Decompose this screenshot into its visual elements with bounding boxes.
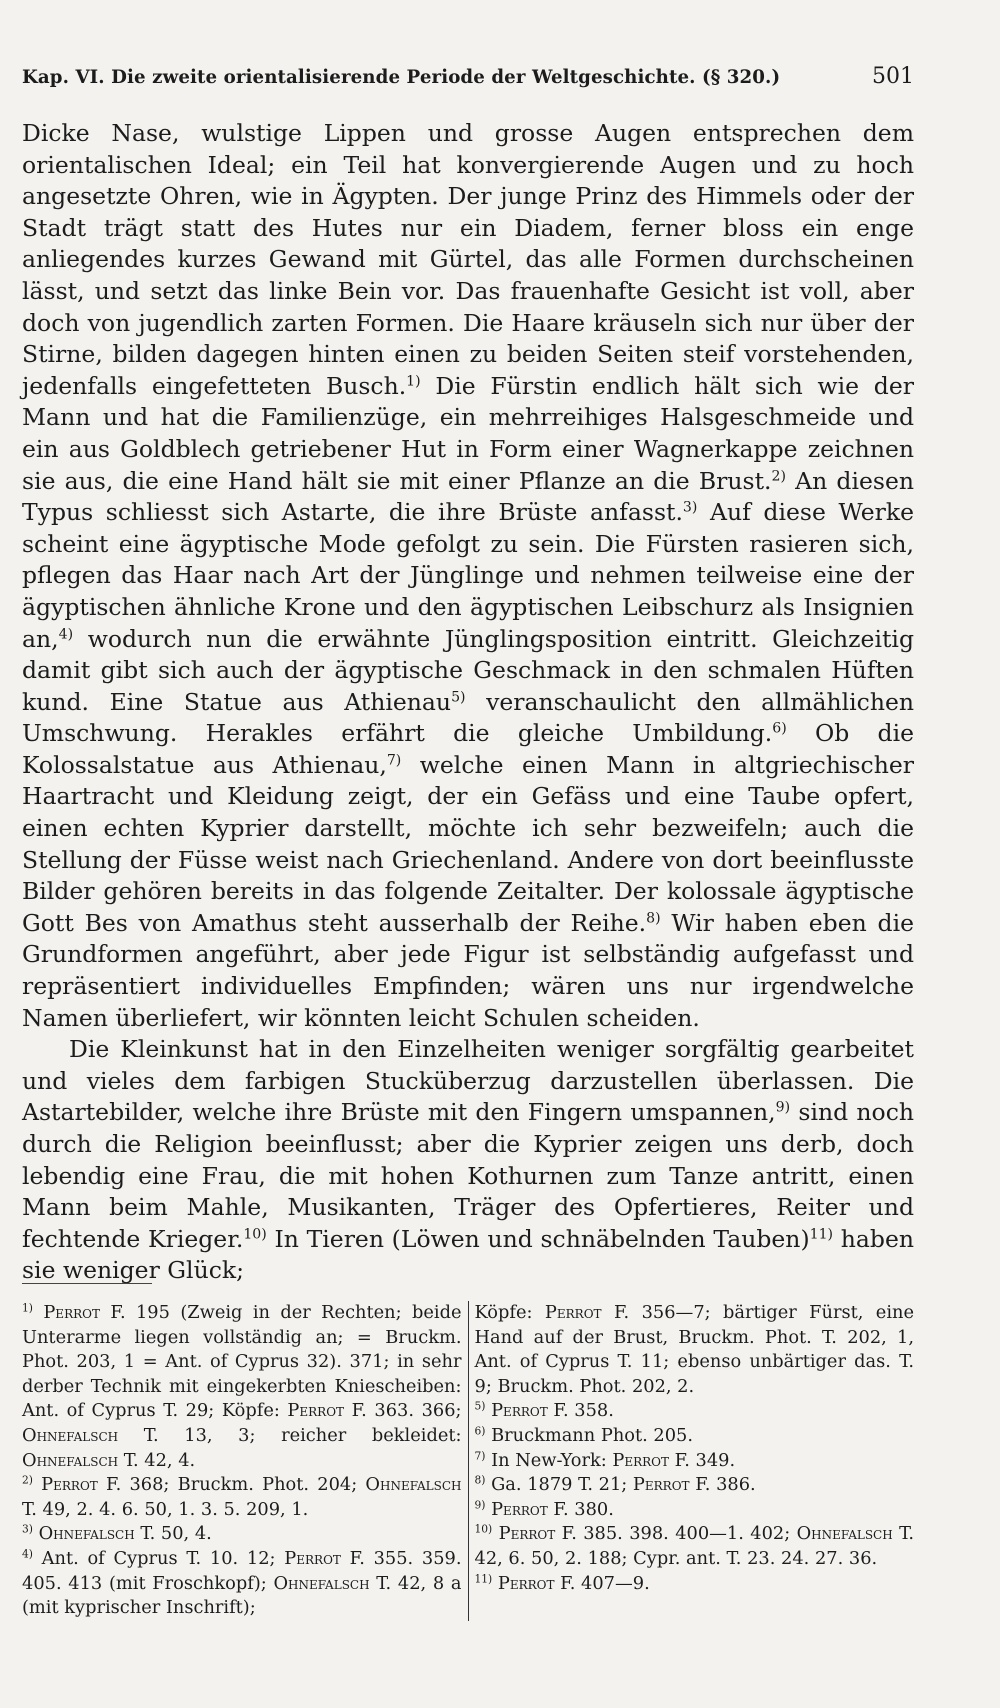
footnote	[475, 1473, 915, 1498]
text-run: An diesen Typus schliesst sich Astarte, die ihre Brüste anfasst.	[22, 466, 914, 527]
footnote-reference: 5)	[451, 689, 466, 706]
text-run: F. 386.	[689, 1474, 756, 1496]
main-text	[22, 118, 914, 1287]
text-run: Die Kleinkunst hat in den Einzelheiten weniger sorgfältig gearbeitet und vieles dem farbigen Stucküberzug darzustellen überlassen. Die Astartebilder, welche ihre Brüste mit den Fingern umspannen,	[22, 1035, 914, 1127]
text-run: Bruckmann Phot. 205.	[485, 1424, 694, 1446]
page-number: 501	[872, 64, 914, 89]
footnote	[475, 1572, 915, 1597]
footnote	[475, 1498, 915, 1523]
footnote	[475, 1449, 915, 1474]
footnote-reference: 4)	[22, 1547, 33, 1561]
text-run: In New-York:	[485, 1449, 613, 1471]
text-run: Dicke Nase, wulstige Lippen und grosse Augen entsprechen dem orientalischen Ideal; ein Teil hat konvergierende Augen und zu hoch angesetzte Ohren, wie in Ägypten. Der junge Prinz des Himmels oder der Stadt trägt statt des Hutes nur ein Diadem, ferner bloss ein enge anliegendes kurzes Gewand mit Gürtel, das alle Formen durchscheinen lässt, und setzt das linke Bein vor. Das frauenhafte Gesicht ist voll, aber doch von jugendlich zarten Formen. Die Haare kräuseln sich nur über der Stirne, bilden dagegen hinten einen zu beiden Seiten steif vorstehenden, jedenfalls eingefetteten Busch.	[22, 119, 914, 400]
author-name: Ohnefalsch	[22, 1449, 119, 1471]
text-run: T. 13, 3; reicher bekleidet:	[118, 1424, 462, 1446]
text-run: Ob die Kolossalstatue aus Athienau,	[22, 719, 914, 779]
text-run: Ga. 1879 T. 21;	[485, 1474, 633, 1496]
author-name: Ohnefalsch	[796, 1523, 893, 1545]
text-run	[33, 1302, 43, 1323]
footnote	[475, 1301, 915, 1399]
footnote-reference: 10)	[243, 1226, 267, 1243]
author-name: Perrot	[287, 1400, 345, 1422]
footnotes-right-column	[475, 1301, 915, 1621]
text-run: In Tieren (Löwen und schnäbelnden Tauben)	[266, 1224, 810, 1253]
text-run	[33, 1474, 41, 1495]
text-run: welche einen Mann in altgriechischer Haartracht und Kleidung zeigt, der ein Gefäss und eine Taube opfert, einen echten Kyprier darstellt, möchte ich sehr bezweifeln; auch die Stellung der Füsse weist nach Griechenland. Andere von dort beeinflusste Bilder gehören bereits in das folgende Zeitalter. Der kolossale ägyptische Gott Bes von Amathus steht ausserhalb der Reihe.	[22, 750, 914, 937]
footnote-separator	[22, 1283, 152, 1284]
text-run: F. 380.	[547, 1498, 614, 1520]
footnote	[22, 1301, 462, 1473]
footnote	[22, 1547, 462, 1621]
text-run: sind noch durch die Religion beeinflusst; aber die Kyprier zeigen uns derb, doch lebendig eine Frau, die mit hohen Kothurnen zum Tanze antritt, einen Mann beim Mahle, Musikanten, Träger des Opfertieres, Reiter und fechtende Krieger.	[22, 1098, 914, 1253]
author-name: Perrot	[491, 1400, 548, 1422]
running-title: Kap. VI. Die zweite orientalisierende Periode der Weltgeschichte. (§ 320.)	[22, 67, 781, 88]
text-run: Wir haben eben die Grundformen angeführt, aber jede Figur ist selbständig aufgefasst und repräsentiert individuelles Empfinden; wären uns nur irgendwelche Namen überliefert, wir könnten leicht Schulen scheiden.	[22, 908, 914, 1032]
footnote-reference: 1)	[406, 373, 421, 390]
footnote-reference: 2)	[771, 468, 786, 485]
column-divider	[468, 1301, 469, 1621]
footnote-reference: 11)	[809, 1226, 834, 1243]
footnote-reference: 4)	[58, 626, 74, 643]
footnote-reference: 7)	[386, 752, 402, 769]
text-run: F. 407—9.	[554, 1572, 650, 1594]
footnote-reference: 5)	[474, 1399, 486, 1413]
text-run: Die Fürstin endlich hält sich wie der Mann und hat die Familienzüge, ein mehrreihiges Halsgeschmeide und ein aus Goldblech getriebener Hut in Form einer Wagnerkappe zeichnen sie aus, die eine Hand hält sie mit einer Pflanze an die Brust.	[22, 371, 914, 495]
footnote-reference: 6)	[474, 1424, 486, 1438]
author-name: Perrot	[612, 1449, 670, 1471]
footnote-reference: 1)	[22, 1301, 33, 1315]
author-name: Ohnefalsch	[365, 1474, 462, 1496]
footnote-reference: 3)	[22, 1522, 33, 1536]
paragraph	[22, 118, 914, 1034]
text-run: Köpfe:	[474, 1302, 545, 1323]
footnote-reference: 8)	[646, 910, 661, 927]
author-name: Perrot	[497, 1572, 555, 1594]
footnote	[475, 1424, 915, 1449]
footnote-reference: 8)	[474, 1473, 486, 1487]
text-run: F. 358.	[547, 1400, 614, 1422]
text-run: T. 42, 6. 50, 2. 188; Cypr. ant. T. 23. 24. 27. 36.	[474, 1523, 914, 1569]
text-run: F. 355. 359. 405. 413 (mit Froschkopf);	[22, 1547, 462, 1594]
footnote-reference: 3)	[682, 499, 698, 516]
text-run: T. 49, 2. 4. 6. 50, 1. 3. 5. 209, 1.	[22, 1498, 309, 1520]
footnote-reference: 9)	[474, 1498, 486, 1512]
footnote-reference: 9)	[775, 1099, 791, 1116]
text-run: wodurch nun die erwähnte Jünglingsposition eintritt. Gleichzeitig damit gibt sich auch der ägyptische Geschmack in den schmalen Hüften kund. Eine Statue aus Athienau	[22, 624, 914, 716]
footnote	[22, 1473, 462, 1522]
text-run: F. 363. 366;	[344, 1400, 462, 1422]
author-name: Perrot	[284, 1547, 341, 1569]
paragraph	[22, 1034, 914, 1287]
author-name: Perrot	[632, 1474, 690, 1496]
text-run: F. 356—7; bärtiger Fürst, eine Hand auf der Brust, Bruckm. Phot. T. 202, 1, Ant. of Cyprus T. 11; ebenso unbärtiger das. T. 9; Bruckm. Phot. 202, 2.	[474, 1302, 914, 1397]
footnote-reference: 11)	[474, 1572, 493, 1586]
running-header	[22, 64, 914, 89]
author-name: Perrot	[544, 1302, 602, 1323]
text-run: T. 42, 4.	[118, 1449, 196, 1471]
footnotes-left-column	[22, 1301, 462, 1621]
footnote	[22, 1522, 462, 1547]
footnote	[475, 1399, 915, 1424]
text-run: T. 42, 8 a (mit kyprischer Inschrift);	[22, 1572, 462, 1619]
footnote	[475, 1522, 915, 1571]
footnote-reference: 6)	[772, 720, 787, 737]
author-name: Perrot	[491, 1498, 548, 1520]
text-run: Ant. of Cyprus T. 10. 12;	[32, 1547, 285, 1569]
author-name: Ohnefalsch	[38, 1523, 135, 1545]
text-run: F. 385. 398. 400—1. 402;	[555, 1523, 797, 1545]
author-name: Perrot	[498, 1523, 556, 1545]
author-name: Perrot	[43, 1302, 100, 1323]
text-run: Auf diese Werke scheint eine ägyptische Mode gefolgt zu sein. Die Fürsten rasieren sich, pflegen das Haar nach Art der Jünglinge und nehmen teilweise eine der ägyptischen ähnliche Krone und den ägyptischen Leibschurz als Insignien an,	[22, 498, 914, 653]
footnote-reference: 10)	[474, 1522, 493, 1536]
text-run: T. 50, 4.	[134, 1523, 212, 1545]
author-name: Perrot	[41, 1474, 98, 1496]
text-run: F. 349.	[669, 1449, 736, 1471]
footnote-reference: 7)	[474, 1449, 486, 1463]
text-run: veranschaulicht den allmählichen Umschwung. Herakles erfährt die gleiche Umbildung.	[22, 687, 914, 748]
footnote-reference: 2)	[22, 1473, 33, 1487]
text-run: F. 195 (Zweig in der Rechten; beide Unterarme liegen vollständig an; = Bruckm. Phot. 203, 1 = Ant. of Cyprus 32). 371; in sehr derber Technik mit eingekerbten Kniescheiben: Ant. of Cyprus T. 29; Köpfe:	[22, 1302, 462, 1422]
author-name: Ohnefalsch	[22, 1424, 119, 1446]
text-run: haben sie weniger Glück;	[22, 1224, 914, 1285]
author-name: Ohnefalsch	[273, 1572, 370, 1594]
text-run: F. 368; Bruckm. Phot. 204;	[97, 1474, 366, 1496]
footnotes	[22, 1301, 914, 1621]
